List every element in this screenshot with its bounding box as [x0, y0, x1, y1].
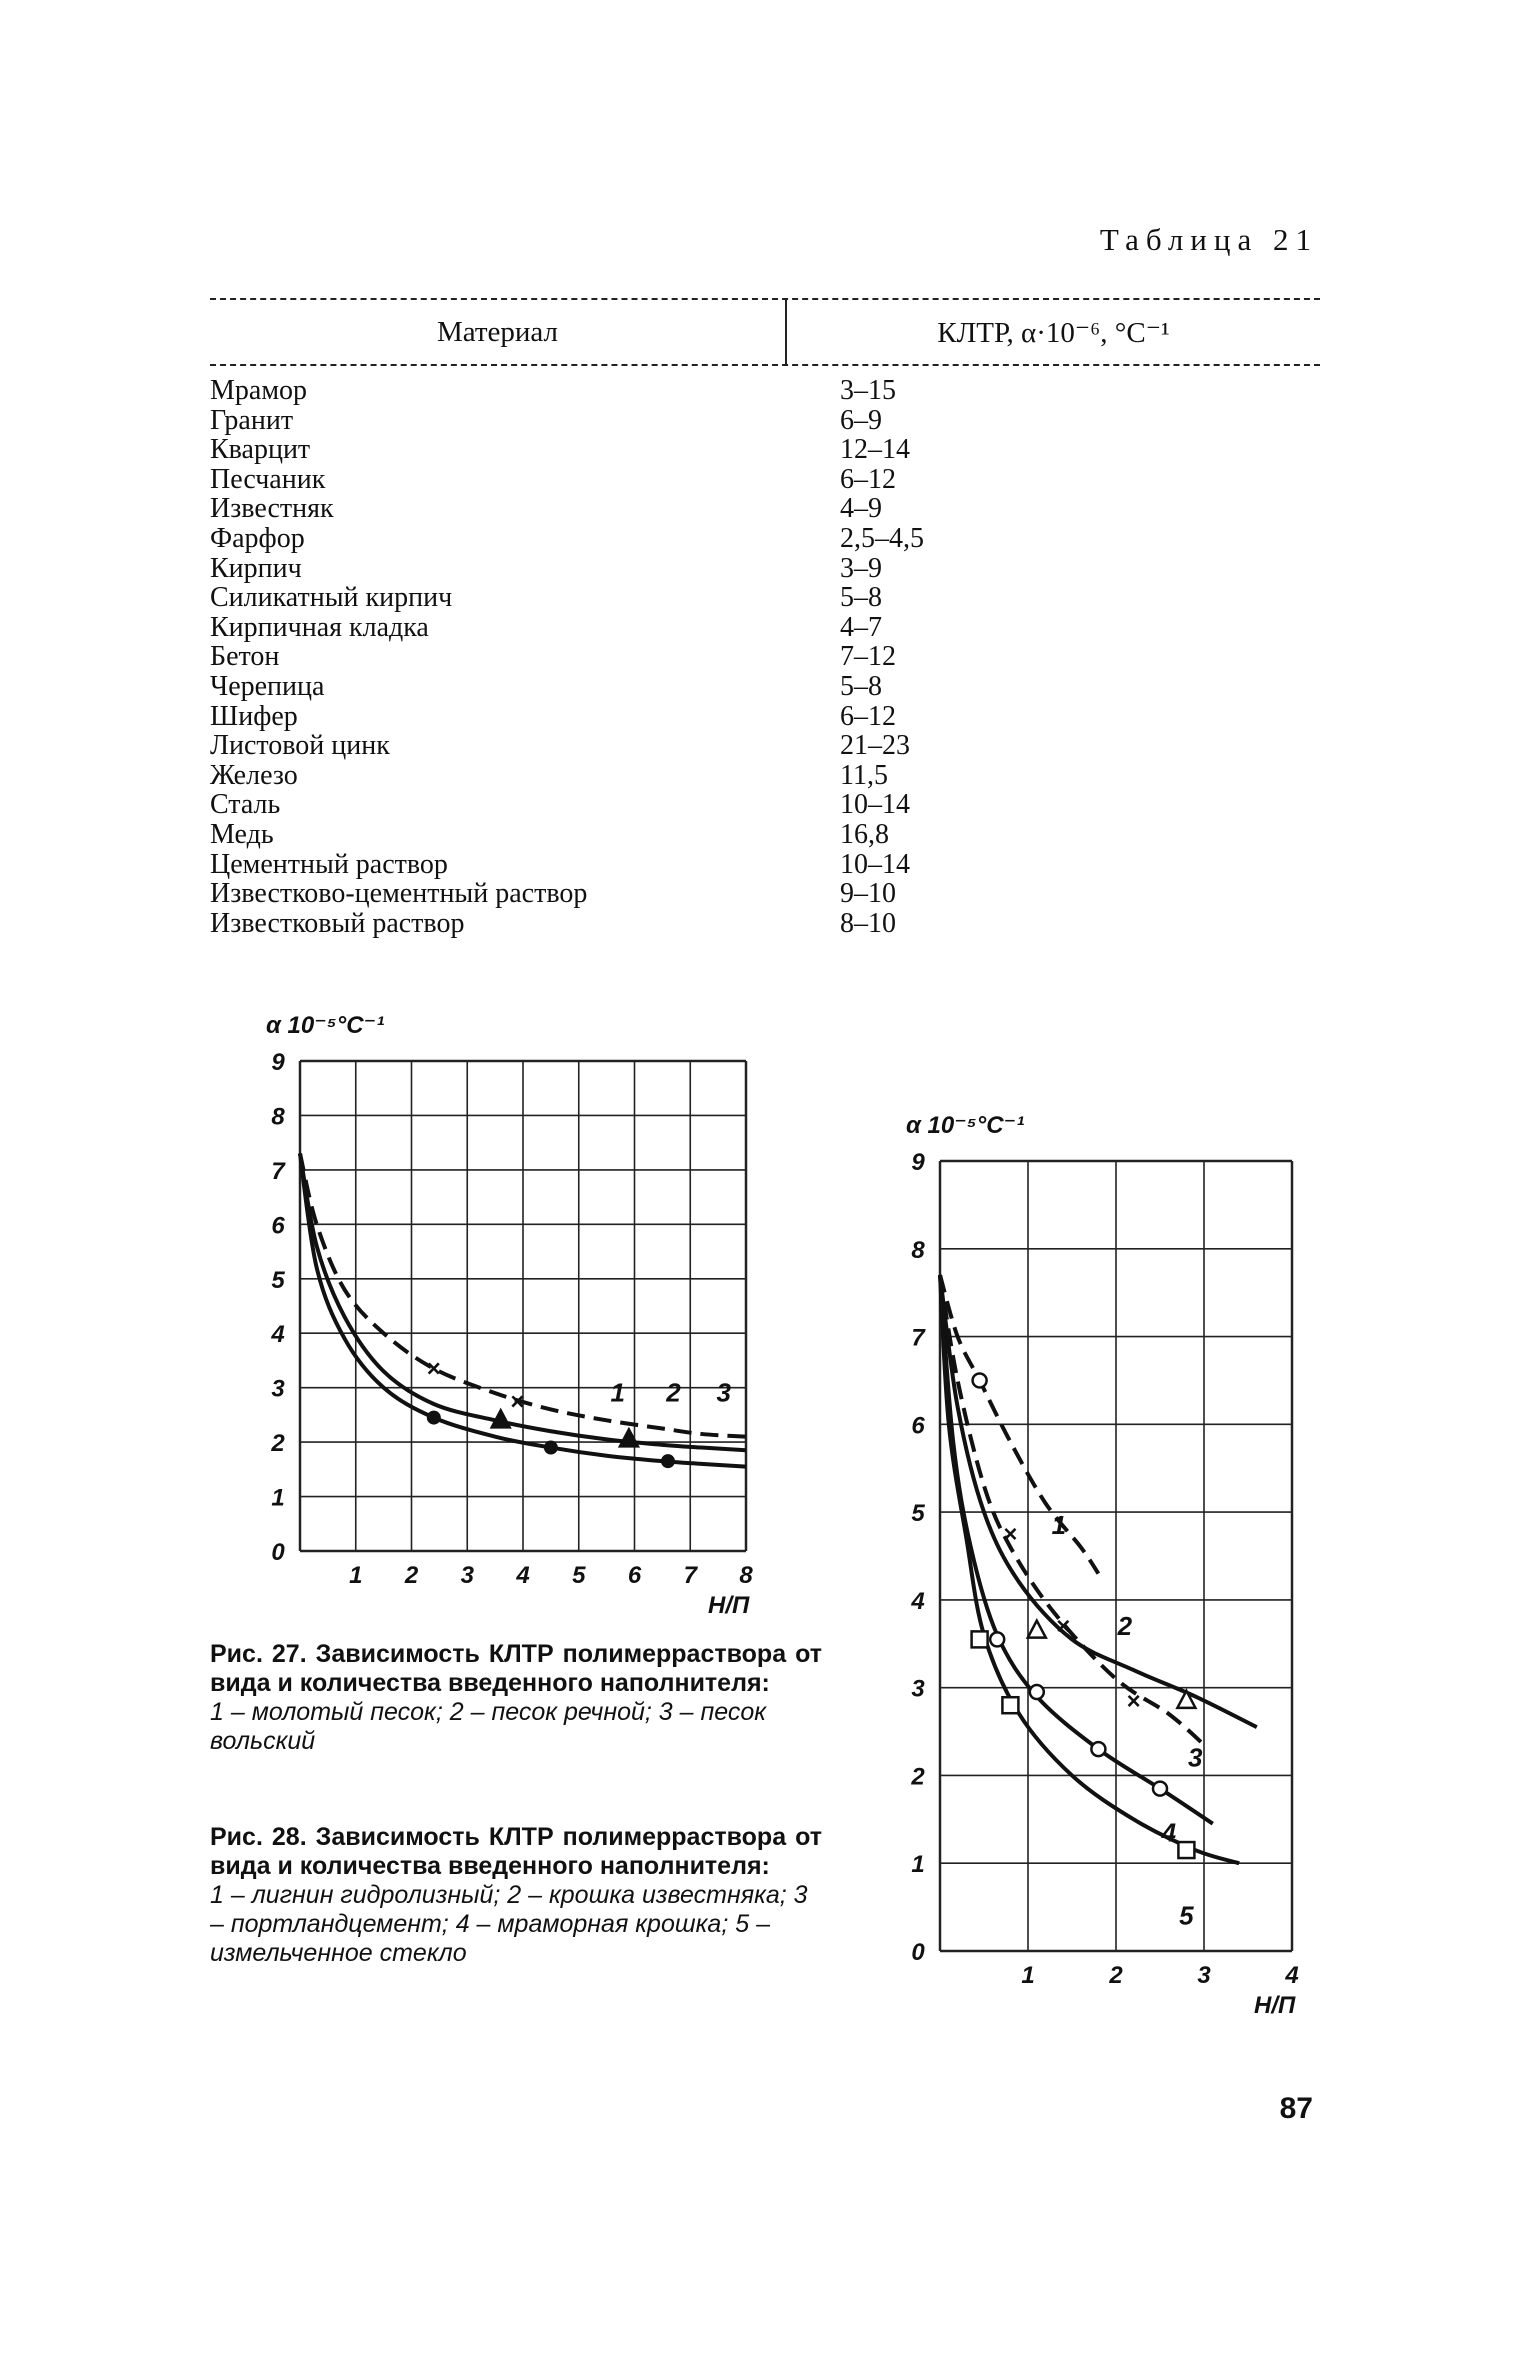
table-header-rule [210, 364, 1320, 366]
x-tick-label: 5 [572, 1562, 586, 1589]
data-point-circle [973, 1373, 987, 1387]
material-cell: Известковый раствор [210, 907, 465, 939]
table-row [210, 672, 1320, 702]
kltp-value-cell: 7–12 [840, 641, 896, 673]
kltp-value-cell: 11,5 [840, 759, 888, 791]
table-row [210, 494, 1320, 524]
y-tick-label: 9 [271, 1049, 285, 1076]
material-cell: Цементный раствор [210, 848, 448, 880]
curve-label: 4 [1161, 1817, 1177, 1848]
figure-27-caption-legend: 1 – молотый песок; 2 – песок речной; 3 – песок вольский [210, 1698, 767, 1755]
y-axis-label: α 10⁻⁵°С⁻¹ [906, 1112, 1025, 1139]
table-row [210, 554, 1320, 584]
series-line-3 [940, 1275, 1204, 1745]
figure-28-caption-legend: 1 – лигнин гидролизный; 2 – крошка известняка; 3 – портландцемент; 4 – мраморная крошка; 5 – измельченное стекло [210, 1881, 808, 1967]
material-cell: Шифер [210, 700, 298, 732]
material-cell: Кирпич [210, 552, 302, 584]
curve-label: 5 [1179, 1900, 1194, 1931]
kltp-value-cell: 5–8 [840, 582, 882, 614]
material-cell: Листовой цинк [210, 730, 390, 762]
y-tick-label: 7 [271, 1157, 285, 1185]
table-row [210, 406, 1320, 436]
curve-label: 1 [610, 1377, 626, 1408]
x-tick-label: 4 [1285, 1962, 1299, 1989]
data-point-square [1178, 1842, 1194, 1858]
kltp-value-cell: 5–8 [840, 670, 882, 702]
figure-28-chart [890, 1095, 1330, 2035]
table-row [210, 376, 1320, 406]
y-tick-label: 0 [271, 1539, 285, 1566]
material-cell: Известняк [210, 493, 334, 525]
table-row [210, 435, 1320, 465]
y-tick-label: 3 [911, 1675, 925, 1703]
table-body [210, 376, 1320, 938]
table-row [210, 613, 1320, 643]
x-tick-label: 1 [1021, 1962, 1035, 1989]
kltp-value-cell: 12–14 [840, 434, 910, 466]
figure-28-caption-head: Рис. 28. Зависимость КЛТР полимерраствора от вида и количества введенного наполнителя: [210, 1823, 822, 1880]
y-tick-label: 6 [911, 1412, 925, 1440]
data-point-circle [1030, 1685, 1044, 1699]
kltp-value-cell: 3–15 [840, 375, 896, 406]
y-tick-label: 7 [911, 1324, 925, 1352]
data-point-dot [661, 1454, 675, 1468]
kltp-value-cell: 3–9 [840, 552, 882, 584]
table-row [210, 790, 1320, 820]
data-point-cross: × [510, 1388, 525, 1416]
material-cell: Сталь [210, 789, 281, 821]
x-tick-label: 3 [1197, 1962, 1211, 1989]
table-row [210, 820, 1320, 850]
material-cell: Кирпичная кладка [210, 611, 429, 643]
x-tick-label: 2 [404, 1562, 419, 1589]
table-row [210, 524, 1320, 554]
figure-27-chart [240, 995, 780, 1635]
data-point-dot [427, 1411, 441, 1425]
y-tick-label: 2 [271, 1430, 285, 1458]
kltp-value-cell: 4–7 [840, 611, 882, 643]
table-row [210, 879, 1320, 909]
table-row [210, 642, 1320, 672]
kltp-value-cell: 10–14 [840, 789, 910, 821]
data-point-circle [1153, 1782, 1167, 1796]
y-tick-label: 8 [911, 1236, 925, 1264]
figure-28-caption [210, 1823, 822, 1968]
x-axis-label: Н/П [1254, 1992, 1296, 2019]
material-cell: Мрамор [210, 375, 308, 406]
y-tick-label: 5 [271, 1266, 285, 1294]
material-cell: Медь [210, 818, 274, 850]
kltp-table [210, 298, 1320, 938]
table-row [210, 761, 1320, 791]
y-tick-label: 1 [911, 1851, 925, 1879]
data-point-circle [1091, 1742, 1105, 1756]
x-tick-label: 1 [349, 1562, 363, 1589]
material-cell: Железо [210, 759, 298, 791]
kltp-value-cell: 4–9 [840, 493, 882, 525]
table-row [210, 850, 1320, 880]
series-line-4 [940, 1275, 1213, 1824]
y-tick-label: 4 [271, 1321, 285, 1349]
data-point-cross: × [1126, 1687, 1141, 1715]
material-cell: Бетон [210, 641, 280, 673]
header-kltp: КЛТР, α·10⁻⁶, °С⁻¹ [937, 316, 1170, 349]
table-row [210, 465, 1320, 495]
data-point-cross: × [1056, 1613, 1071, 1641]
y-tick-label: 6 [271, 1212, 285, 1240]
data-point-circle [990, 1632, 1004, 1646]
curve-label: 2 [1117, 1611, 1133, 1641]
x-tick-label: 4 [516, 1562, 530, 1589]
header-material: Материал [210, 300, 787, 364]
curve-label: 1 [1051, 1510, 1067, 1541]
material-cell: Черепица [210, 670, 325, 702]
curve-label: 2 [666, 1377, 681, 1408]
data-point-cross: × [1003, 1521, 1018, 1549]
kltp-value-cell: 6–9 [840, 404, 882, 436]
x-tick-label: 7 [683, 1562, 697, 1589]
kltp-value-cell: 6–12 [840, 700, 896, 732]
kltp-value-cell: 10–14 [840, 848, 910, 880]
kltp-value-cell: 6–12 [840, 463, 896, 495]
y-axis-label: α 10⁻⁵°С⁻¹ [266, 1012, 385, 1039]
x-tick-label: 3 [460, 1562, 474, 1589]
data-point-triangle [1028, 1621, 1046, 1638]
table-row [210, 583, 1320, 613]
table-row [210, 702, 1320, 732]
data-point-dot [544, 1441, 558, 1455]
curve-label: 3 [1187, 1742, 1203, 1773]
table-title: Таблица 21 [1099, 222, 1318, 257]
material-cell: Фарфор [210, 522, 305, 554]
y-tick-label: 1 [271, 1484, 285, 1512]
data-point-square [1002, 1697, 1018, 1713]
material-cell: Гранит [210, 404, 294, 436]
x-axis-label: Н/П [708, 1592, 750, 1619]
y-tick-label: 5 [911, 1500, 925, 1528]
y-tick-label: 3 [271, 1375, 285, 1403]
table-row [210, 909, 1320, 939]
y-tick-label: 4 [911, 1587, 925, 1615]
table-row [210, 731, 1320, 761]
material-cell: Песчаник [210, 463, 326, 495]
kltp-value-cell: 2,5–4,5 [840, 522, 924, 554]
figure-27-caption-head: Рис. 27. Зависимость КЛТР полимерраствора от вида и количества введенного наполнителя: [210, 1640, 822, 1697]
kltp-value-cell: 9–10 [840, 878, 896, 910]
figure-27-caption [210, 1640, 822, 1756]
kltp-value-cell: 21–23 [840, 730, 910, 762]
kltp-value-cell: 16,8 [840, 818, 889, 850]
table-header [210, 300, 1320, 364]
y-tick-label: 2 [911, 1763, 925, 1791]
material-cell: Силикатный кирпич [210, 582, 453, 614]
data-point-square [972, 1631, 988, 1647]
curve-label: 3 [716, 1377, 731, 1408]
page-number: 87 [1279, 2092, 1313, 2125]
kltp-value-cell: 8–10 [840, 907, 896, 939]
data-point-cross: × [426, 1355, 441, 1383]
y-tick-label: 0 [911, 1939, 925, 1966]
material-cell: Известково-цементный раствор [210, 878, 588, 910]
x-tick-label: 2 [1109, 1962, 1123, 1989]
y-tick-label: 9 [911, 1149, 925, 1176]
x-tick-label: 6 [627, 1562, 642, 1589]
x-tick-label: 8 [739, 1562, 753, 1589]
y-tick-label: 8 [271, 1103, 285, 1131]
material-cell: Кварцит [210, 434, 311, 466]
